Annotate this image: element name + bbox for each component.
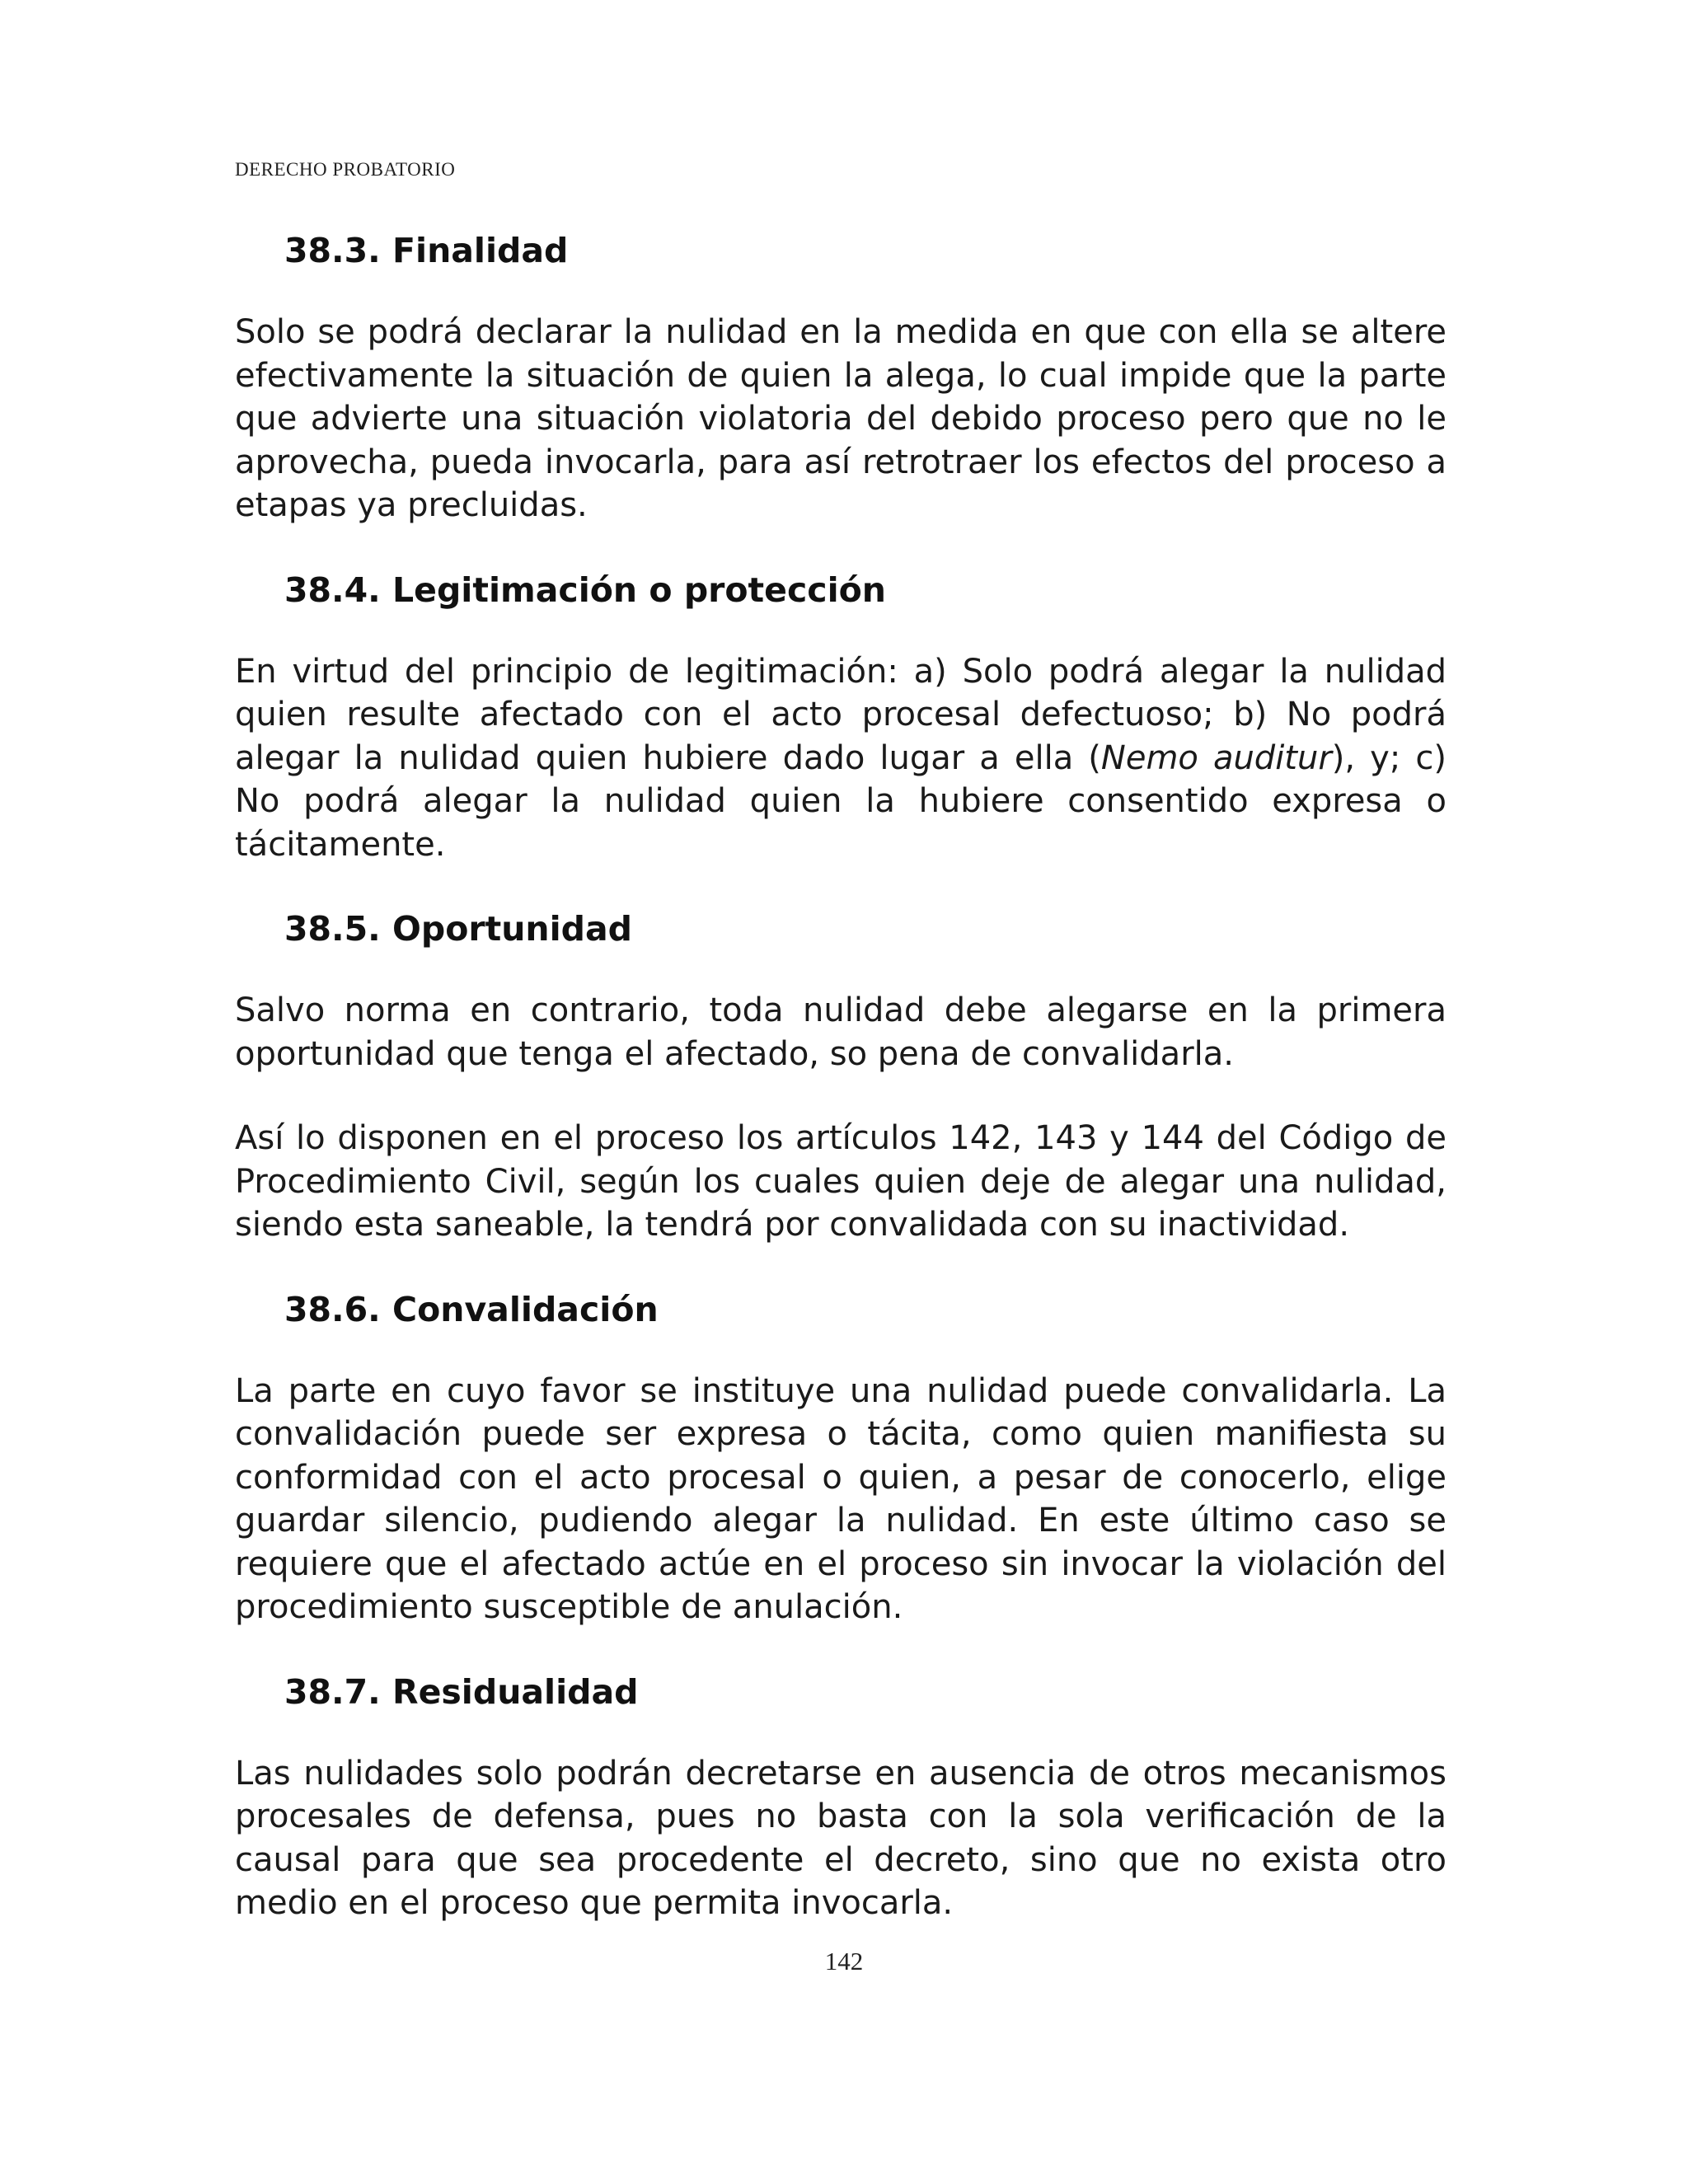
paragraph-legitimacion — [235, 650, 1447, 867]
paragraph-legitimacion-text-2: ), y; c) No podrá alegar la nulidad quien la hubiere consentido expresa o tácitamente. — [235, 738, 1447, 864]
section-heading-legitimacion: 38.4. Legitimación o protección — [284, 569, 886, 610]
section-heading-residualidad: 38.7. Residualidad — [284, 1671, 639, 1712]
section-heading-oportunidad: 38.5. Oportunidad — [284, 909, 632, 949]
paragraph-oportunidad-2: Así lo disponen en el proceso los artículos 142, 143 y 144 del Código de Procedimiento Civil, según los cuales quien deje de alegar una nulidad, siendo esta saneable, la tendrá por convalidada con su inactividad. — [235, 1119, 1447, 1244]
paragraph-legitimacion-text-1: En virtud del principio de legitimación: a) Solo podrá alegar la nulidad quien resulte afectado con el acto procesal defectuoso; b) No podrá alegar la nulidad quien hubiere dado lugar a ella ( — [235, 652, 1447, 777]
paragraph-residualidad: Las nulidades solo podrán decretarse en ausencia de otros mecanismos procesales de defensa, pues no basta con la sola verificación de la causal para que sea procedente el decreto, sino que no exista otro medio en el proceso que permita invocarla. — [235, 1754, 1447, 1922]
page-number: 142 — [824, 1947, 864, 1975]
page-body — [235, 229, 1447, 1966]
running-header: DERECHO PROBATORIO — [235, 159, 456, 180]
paragraph-finalidad: Solo se podrá declarar la nulidad en la medida en que con ella se altere efectivamente la situación de quien la alega, lo cual impide que la parte que advierte una situación violatoria del debido proceso pero que no le aprovecha, pueda invocarla, para así retrotraer los efectos del proceso a etapas ya precluidas. — [235, 313, 1447, 524]
paragraph-convalidacion: La parte en cuyo favor se instituye una nulidad puede convalidarla. La convalidación puede ser expresa o tácita, como quien manifiesta su conformidad con el acto procesal o quien, a pesar de conocerlo, elige guardar silencio, pudiendo alegar la nulidad. En este último caso se requiere que el afectado actúe en el proceso sin invocar la violación del procedimiento susceptible de anulación. — [235, 1371, 1447, 1626]
paragraph-oportunidad-1: Salvo norma en contrario, toda nulidad debe alegarse en la primera oportunidad que tenga el afectado, so pena de convalidarla. — [235, 991, 1447, 1073]
paragraph-legitimacion-latin-term: Nemo auditur — [1100, 738, 1332, 777]
section-heading-convalidacion: 38.6. Convalidación — [284, 1289, 659, 1329]
section-heading-finalidad: 38.3. Finalidad — [284, 231, 569, 270]
